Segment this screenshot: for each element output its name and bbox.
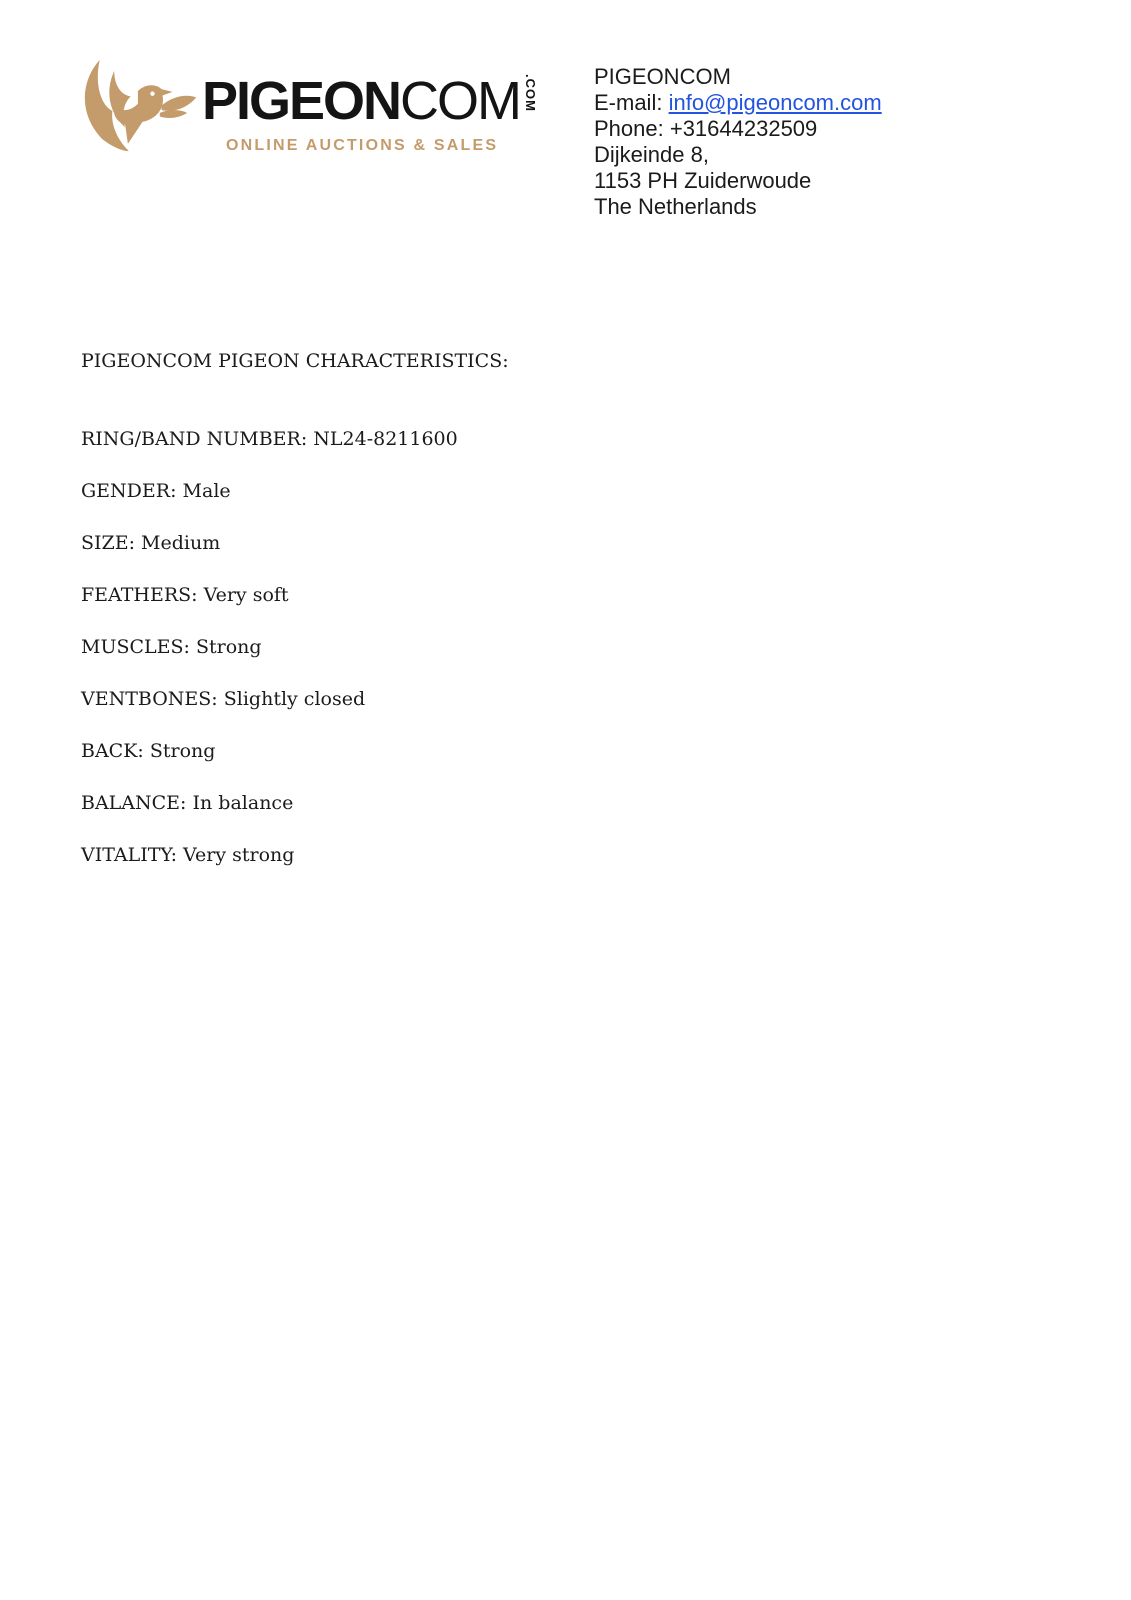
pigeoncom-logo xyxy=(76,60,538,162)
characteristic-value: NL24-8211600 xyxy=(313,428,458,450)
contact-email-prefix: E-mail: xyxy=(594,90,663,115)
contact-block xyxy=(594,64,882,220)
characteristic-label: RING/BAND NUMBER: xyxy=(81,428,308,450)
characteristic-value: Male xyxy=(182,480,231,502)
contact-address-1: Dijkeinde 8, xyxy=(594,142,709,167)
characteristic-feathers xyxy=(81,586,509,605)
characteristic-back xyxy=(81,742,509,761)
contact-phone: Phone: +31644232509 xyxy=(594,116,818,141)
characteristic-value: In balance xyxy=(192,792,294,814)
contact-address-3: The Netherlands xyxy=(594,194,757,219)
email-link[interactable]: info@pigeoncom.com xyxy=(668,90,882,115)
characteristic-label: BACK: xyxy=(81,740,144,762)
characteristic-label: VENTBONES: xyxy=(81,688,218,710)
page-title: PIGEONCOM PIGEON CHARACTERISTICS: xyxy=(81,350,509,372)
characteristic-gender xyxy=(81,482,509,501)
logo-brand-secondary: COM xyxy=(400,71,521,131)
logo-text xyxy=(202,60,538,155)
logo-tagline: ONLINE AUCTIONS & SALES xyxy=(226,137,499,154)
contact-address-2: 1153 PH Zuiderwoude xyxy=(594,168,812,193)
logo-brand-primary: PIGEON xyxy=(202,71,401,131)
characteristic-value: Slightly closed xyxy=(223,688,366,710)
contact-email-line xyxy=(594,90,882,116)
logo-brand-tld: .COM xyxy=(523,74,539,112)
characteristic-value: Strong xyxy=(149,740,216,762)
characteristic-label: GENDER: xyxy=(81,480,177,502)
dove-icon xyxy=(76,60,198,162)
contact-company: PIGEONCOM xyxy=(594,64,731,89)
characteristic-label: MUSCLES: xyxy=(81,636,190,658)
characteristic-vitality xyxy=(81,846,509,865)
characteristic-balance xyxy=(81,794,509,813)
characteristic-label: VITALITY: xyxy=(81,844,177,866)
characteristic-label: BALANCE: xyxy=(81,792,187,814)
characteristic-label: SIZE: xyxy=(81,532,135,554)
characteristic-ventbones xyxy=(81,690,509,709)
characteristic-value: Very strong xyxy=(183,844,295,866)
characteristic-value: Medium xyxy=(141,532,221,554)
characteristic-ring-band-number xyxy=(81,430,509,449)
characteristic-size xyxy=(81,534,509,553)
characteristics-section xyxy=(81,352,509,898)
characteristic-value: Very soft xyxy=(203,584,289,606)
characteristic-muscles xyxy=(81,638,509,657)
characteristic-value: Strong xyxy=(195,636,262,658)
characteristic-label: FEATHERS: xyxy=(81,584,198,606)
